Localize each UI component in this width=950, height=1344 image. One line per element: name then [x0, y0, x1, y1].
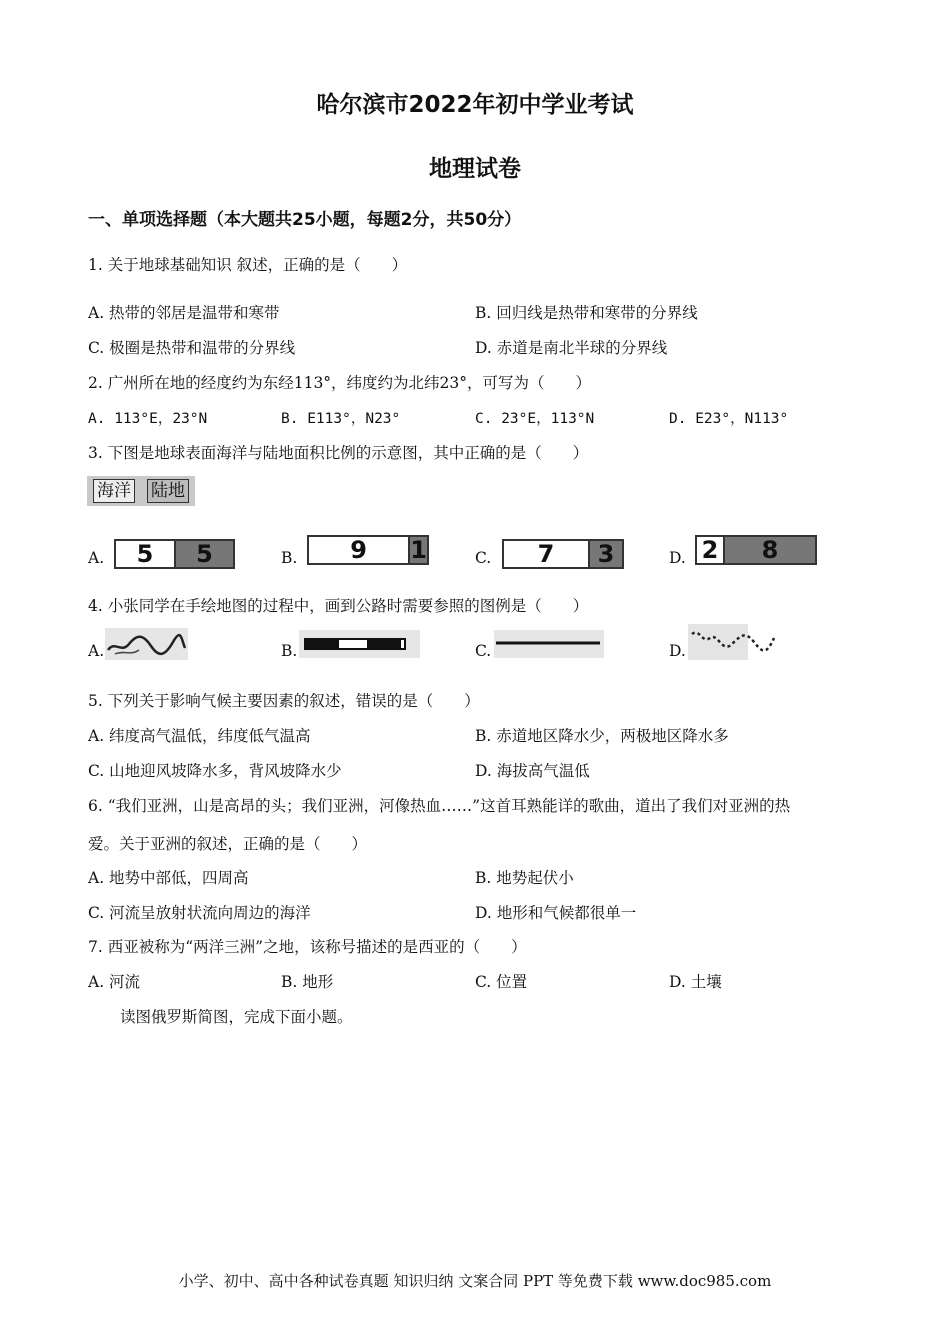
road-symbol-icon — [494, 630, 604, 658]
q2-option-d: D. E23°，N113° — [669, 411, 789, 427]
question-3: 3. 下图是地球表面海洋与陆地面积比例的示意图，其中正确的是（ ） — [88, 444, 589, 462]
legend-land: 陆地 — [147, 479, 189, 503]
question-1: 1. 关于地球基础知识 叙述，正确的是（ ） — [88, 256, 408, 274]
q3-option-a-bar — [114, 539, 235, 569]
q1-option-c: C. 极圈是热带和温带的分界线 — [88, 339, 296, 357]
bar-land: 3 — [588, 541, 622, 567]
question-4: 4. 小张同学在手绘地图的过程中，画到公路时需要参照的图例是（ ） — [88, 597, 589, 615]
reading-instruction: 读图俄罗斯简图，完成下面小题。 — [120, 1008, 353, 1026]
exam-subtitle: 地理试卷 — [429, 156, 521, 182]
bar-land: 1 — [410, 536, 427, 564]
exam-title: 哈尔滨市2022年初中学业考试 — [316, 92, 634, 118]
question-7: 7. 西亚被称为“两洋三洲”之地，该称号描述的是西亚的（ ） — [88, 938, 527, 956]
q5-option-b: B. 赤道地区降水少，两极地区降水多 — [475, 727, 729, 745]
q5-option-d: D. 海拔高气温低 — [475, 762, 590, 780]
q2-option-b: B. E113°，N23° — [281, 411, 401, 427]
q3-option-b-label: B. — [281, 549, 298, 567]
seasonal-river-symbol-icon — [688, 624, 780, 660]
railway-symbol-icon — [299, 630, 420, 658]
q6-option-c: C. 河流呈放射状流向周边的海洋 — [88, 904, 311, 922]
q3-option-d-label: D. — [669, 549, 686, 567]
q4-option-c-label: C. — [475, 642, 492, 660]
bar-ocean: 9 — [309, 537, 408, 563]
page-footer: 小学、初中、高中各种试卷真题 知识归纳 文案合同 PPT 等免费下载 www.doc985.com — [178, 1272, 772, 1290]
legend-ocean: 海洋 — [93, 479, 135, 503]
q5-option-a: A. 纬度高气温低，纬度低气温高 — [88, 727, 311, 745]
q4-option-d-label: D. — [669, 642, 686, 660]
q3-option-c-bar — [502, 539, 624, 569]
bar-ocean: 2 — [697, 537, 723, 563]
q3-option-c-label: C. — [475, 549, 492, 567]
question-5: 5. 下列关于影响气候主要因素的叙述，错误的是（ ） — [88, 692, 480, 710]
q3-option-d-bar — [695, 535, 817, 565]
q1-option-b: B. 回归线是热带和寒带的分界线 — [475, 304, 698, 322]
q3-option-a-label: A. — [88, 549, 105, 567]
q2-option-c: C. 23°E，113°N — [475, 411, 595, 427]
q7-option-c: C. 位置 — [475, 973, 528, 991]
bar-ocean: 5 — [116, 541, 174, 567]
question-6-line-2: 爱。关于亚洲的叙述，正确的是（ ） — [88, 835, 368, 853]
bar-land: 8 — [723, 537, 815, 563]
q3-option-b-bar — [307, 535, 429, 565]
q6-option-a: A. 地势中部低，四周高 — [88, 869, 249, 887]
river-symbol-icon — [105, 628, 188, 660]
q7-option-d: D. 土壤 — [669, 973, 722, 991]
q6-option-d: D. 地形和气候都很单一 — [475, 904, 637, 922]
q7-option-b: B. 地形 — [281, 973, 334, 991]
section-heading: 一、单项选择题（本大题共25小题，每题2分，共50分） — [88, 210, 522, 230]
q1-option-a: A. 热带的邻居是温带和寒带 — [88, 304, 280, 322]
q2-option-a: A. 113°E，23°N — [88, 411, 208, 427]
bar-ocean: 7 — [504, 541, 588, 567]
ocean-land-legend — [87, 476, 195, 506]
q4-option-b-label: B. — [281, 642, 298, 660]
q7-option-a: A. 河流 — [88, 973, 141, 991]
q5-option-c: C. 山地迎风坡降水多，背风坡降水少 — [88, 762, 342, 780]
q4-option-a-label: A. — [88, 642, 105, 660]
bar-land: 5 — [174, 541, 233, 567]
question-6-line-1: 6. “我们亚洲，山是高昂的头；我们亚洲，河像热血……”这首耳熟能详的歌曲，道出了我们对亚洲的热 — [88, 797, 791, 815]
question-2: 2. 广州所在地的经度约为东经113°，纬度约为北纬23°，可写为（ ） — [88, 374, 592, 392]
q6-option-b: B. 地势起伏小 — [475, 869, 574, 887]
q1-option-d: D. 赤道是南北半球的分界线 — [475, 339, 668, 357]
